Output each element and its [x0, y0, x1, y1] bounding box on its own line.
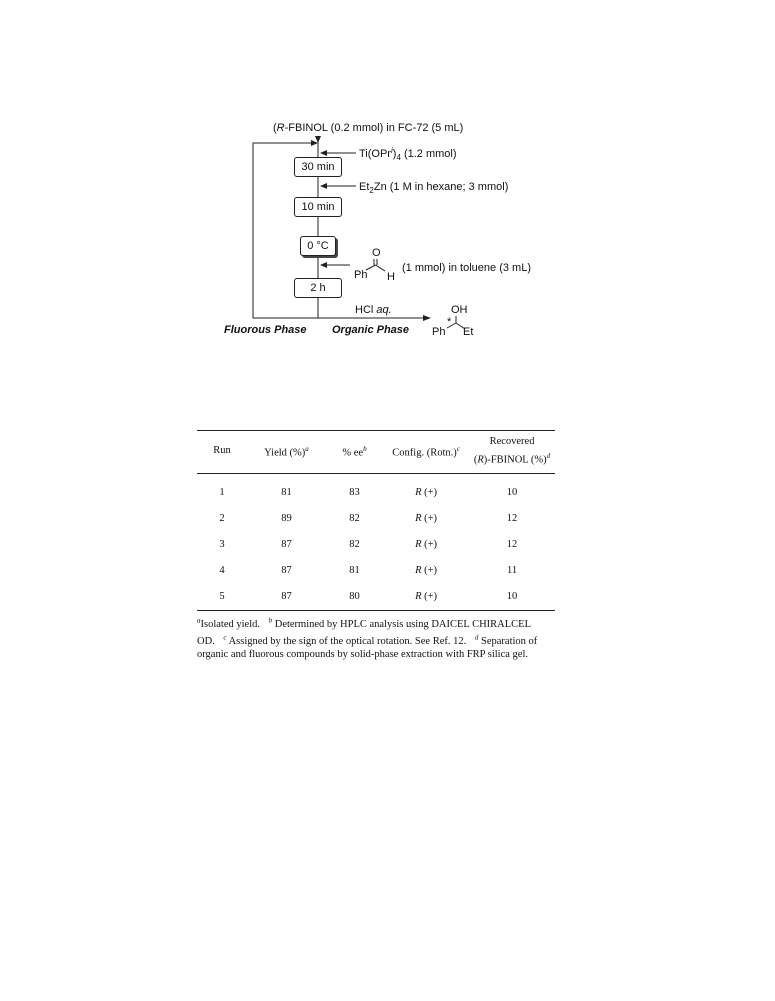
scheme-lines: [0, 0, 775, 360]
svg-text:Ph: Ph: [354, 269, 368, 281]
svg-text:O: O: [372, 247, 381, 259]
cell-yield: 87: [281, 565, 292, 576]
step-0-c: 0 °C: [300, 236, 336, 256]
workup-label: HCl aq.: [355, 304, 392, 316]
cell-yield: 87: [281, 539, 292, 550]
product-structure: [432, 304, 473, 338]
cell-yield: 87: [281, 591, 292, 602]
cell-config: R (+): [415, 513, 438, 524]
table-header-row: [197, 431, 555, 474]
step-2-h: 2 h: [294, 278, 342, 298]
svg-text:*: *: [447, 316, 452, 328]
fluorous-phase-label: Fluorous Phase: [224, 324, 307, 336]
reagent2-label: $Et_2Zn$ (1 M in hexane; 3 mmol): [359, 181, 509, 195]
cell-recovered: 11: [506, 565, 518, 576]
cell-run: 1: [219, 487, 225, 498]
footnote-c: $^c$ Assigned by the sign of the optical rotation. See Ref. 12.: [223, 633, 467, 647]
cell-config: R (+): [415, 591, 438, 602]
organic-phase-label: Organic Phase: [332, 324, 410, 336]
reagent2-arrowhead: [320, 183, 327, 189]
svg-text:Et: Et: [463, 326, 474, 338]
cell-run: 5: [219, 591, 225, 602]
cell-config: R (+): [415, 565, 438, 576]
cell-ee: 83: [349, 487, 360, 498]
cell-recovered: 10: [506, 591, 518, 602]
results-table: [197, 430, 555, 611]
aldehyde-arrowhead: [320, 262, 327, 268]
cell-recovered: 12: [506, 539, 518, 550]
cell-ee: 82: [349, 513, 360, 524]
table-row: [197, 584, 555, 611]
cell-recovered: 12: [506, 513, 518, 524]
reagent1-label: $Ti(OPr^i)_4$ (1.2 mmol): [359, 146, 457, 162]
cell-yield: 89: [281, 513, 292, 524]
cell-run: 2: [219, 513, 225, 524]
cell-config: R (+): [415, 487, 438, 498]
cell-recovered: 10: [506, 487, 518, 498]
svg-text:Ph: Ph: [432, 326, 446, 338]
scheme-top-label: (R-FBINOL (0.2 mmol) in FC-72 (5 mL): [273, 122, 464, 134]
header-run: Run: [213, 445, 231, 457]
table-footnotes: [197, 615, 555, 661]
cell-ee: 81: [349, 565, 360, 576]
reagent1-arrowhead: [320, 150, 327, 156]
cell-ee: 80: [349, 591, 360, 602]
step-30-min: 30 min: [294, 157, 342, 177]
footnote-a: $^a$Isolated yield.: [197, 616, 260, 630]
header-yield: Yield (%)$^a$: [264, 445, 309, 459]
cell-run: 4: [219, 565, 225, 576]
step-10-min: 10 min: [294, 197, 342, 217]
workup-arrowhead: [423, 315, 431, 321]
benzaldehyde-structure: [354, 247, 395, 283]
cell-config: R (+): [415, 539, 438, 550]
table-row: [197, 558, 555, 584]
header-ee: % $ee^b$: [342, 445, 367, 459]
footnote-d: $^d$ Separation of organic and fluorous compounds by solid-phase extraction with FRP silica gel.: [197, 633, 538, 660]
cell-run: 3: [219, 539, 225, 550]
top-arrowhead: [315, 136, 321, 143]
header-recovered: Recovered (R)-FBINOL (%)$^d$: [473, 436, 551, 466]
table-row: [197, 532, 555, 558]
header-config: Config. (Rotn.)$^c$: [392, 445, 460, 459]
svg-text:H: H: [387, 271, 395, 283]
aldehyde-amount: (1 mmol) in toluene (3 mL): [402, 262, 531, 274]
reaction-scheme: [0, 0, 775, 360]
results-table-block: [197, 430, 555, 661]
cell-yield: 81: [281, 487, 292, 498]
cell-ee: 82: [349, 539, 360, 550]
table-row: [197, 506, 555, 532]
svg-text:OH: OH: [451, 304, 468, 316]
recycle-arrowhead: [311, 140, 318, 146]
footnote-b: $^b$ Determined by HPLC analysis using DAICEL CHIRALCEL OD.: [197, 616, 531, 647]
table-row: [197, 473, 555, 506]
